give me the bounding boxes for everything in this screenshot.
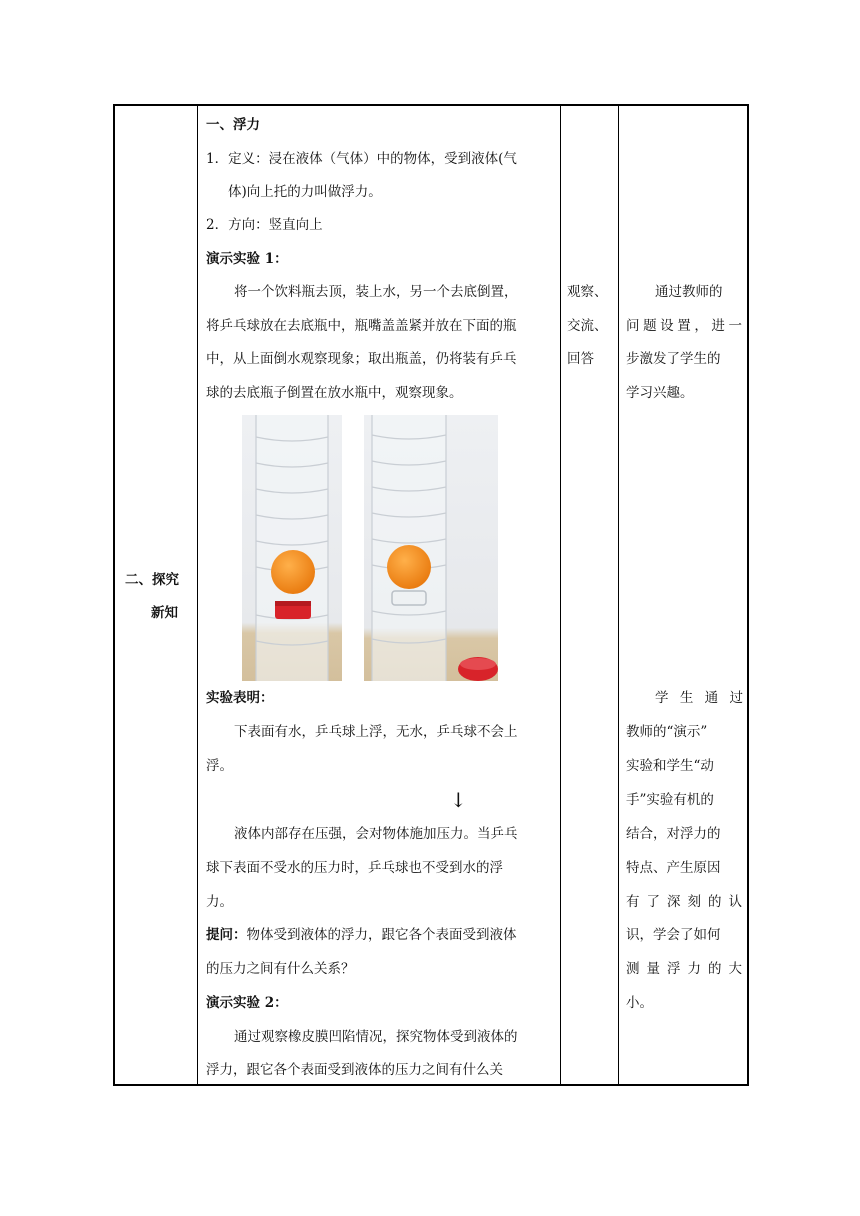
result-title: 实验表明： (206, 690, 274, 706)
experiment-photo (364, 415, 498, 681)
section-column (115, 106, 197, 1084)
section-label: 新知 (151, 605, 178, 621)
result-text: 浮。 (206, 758, 233, 774)
design-intent-column (619, 106, 747, 1084)
down-arrow-icon: ↓ (450, 788, 467, 812)
ping-pong-ball (271, 550, 315, 594)
intent-text: 通过教师的 (655, 284, 723, 300)
intent-text: 手”实验有机的 (626, 792, 714, 808)
definition-text: 1．定义：浸在液体（气体）中的物体，受到液体(气 (206, 151, 517, 167)
question-body: 物体受到液体的浮力，跟它各个表面受到液体 (246, 927, 517, 943)
intent-text: 学习兴趣。 (626, 385, 694, 401)
section-label: 二、探究 (125, 572, 179, 588)
demo1-text: 球的去底瓶子倒置在放水瓶中，观察现象。 (206, 385, 463, 401)
direction-text: 2．方向：竖直向上 (206, 217, 323, 233)
content-column (198, 106, 560, 1084)
experiment-photo (242, 415, 342, 681)
activity-text: 观察、 (567, 284, 608, 300)
intent-text: 特点、产生原因 (626, 860, 721, 876)
question-label: 提问： (206, 927, 247, 943)
activity-text: 回答 (567, 351, 594, 367)
definition-text: 体)向上托的力叫做浮力。 (228, 184, 382, 200)
question-text: 的压力之间有什么关系？ (206, 961, 355, 977)
demo1-title: 演示实验 1： (206, 251, 288, 267)
demo2-text: 浮力，跟它各个表面受到液体的压力之间有什么关 (206, 1062, 503, 1078)
intent-text: 实验和学生“动 (626, 758, 714, 774)
intent-text: 测 量 浮 力 的 大 (626, 961, 742, 977)
intent-text: 小。 (626, 995, 653, 1011)
ping-pong-ball (387, 545, 431, 589)
pressure-text: 液体内部存在压强，会对物体施加压力。当乒乓 (234, 826, 518, 842)
student-activity-column (561, 106, 618, 1084)
demo2-title: 演示实验 2： (206, 995, 288, 1011)
intent-text: 教师的“演示” (626, 724, 708, 740)
result-text: 下表面有水，乒乓球上浮，无水，乒乓球不会上 (234, 724, 518, 740)
demo1-text: 中，从上面倒水观察现象；取出瓶盖，仍将装有乒乓 (206, 351, 517, 367)
pressure-text: 力。 (206, 894, 233, 910)
intent-text: 有 了 深 刻 的 认 (626, 894, 742, 910)
demo1-text: 将乒乓球放在去底瓶中，瓶嘴盖盖紧并放在下面的瓶 (206, 318, 517, 334)
question-text (206, 926, 517, 944)
intent-text: 学 生 通 过 (655, 690, 743, 706)
pressure-text: 球下表面不受水的压力时，乒乓球也不受到水的浮 (206, 860, 503, 876)
intent-text: 步激发了学生的 (626, 351, 721, 367)
intent-text: 识，学会了如何 (626, 927, 721, 943)
lesson-table (113, 104, 749, 1086)
intent-text: 结合，对浮力的 (626, 826, 721, 842)
intent-text: 问题设置，进一 (626, 318, 742, 334)
section-heading: 一、浮力 (206, 117, 260, 133)
demo2-text: 通过观察橡皮膜凹陷情况，探究物体受到液体的 (234, 1029, 518, 1045)
activity-text: 交流、 (567, 318, 608, 334)
demo1-text: 将一个饮料瓶去顶，装上水，另一个去底倒置， (234, 284, 518, 300)
